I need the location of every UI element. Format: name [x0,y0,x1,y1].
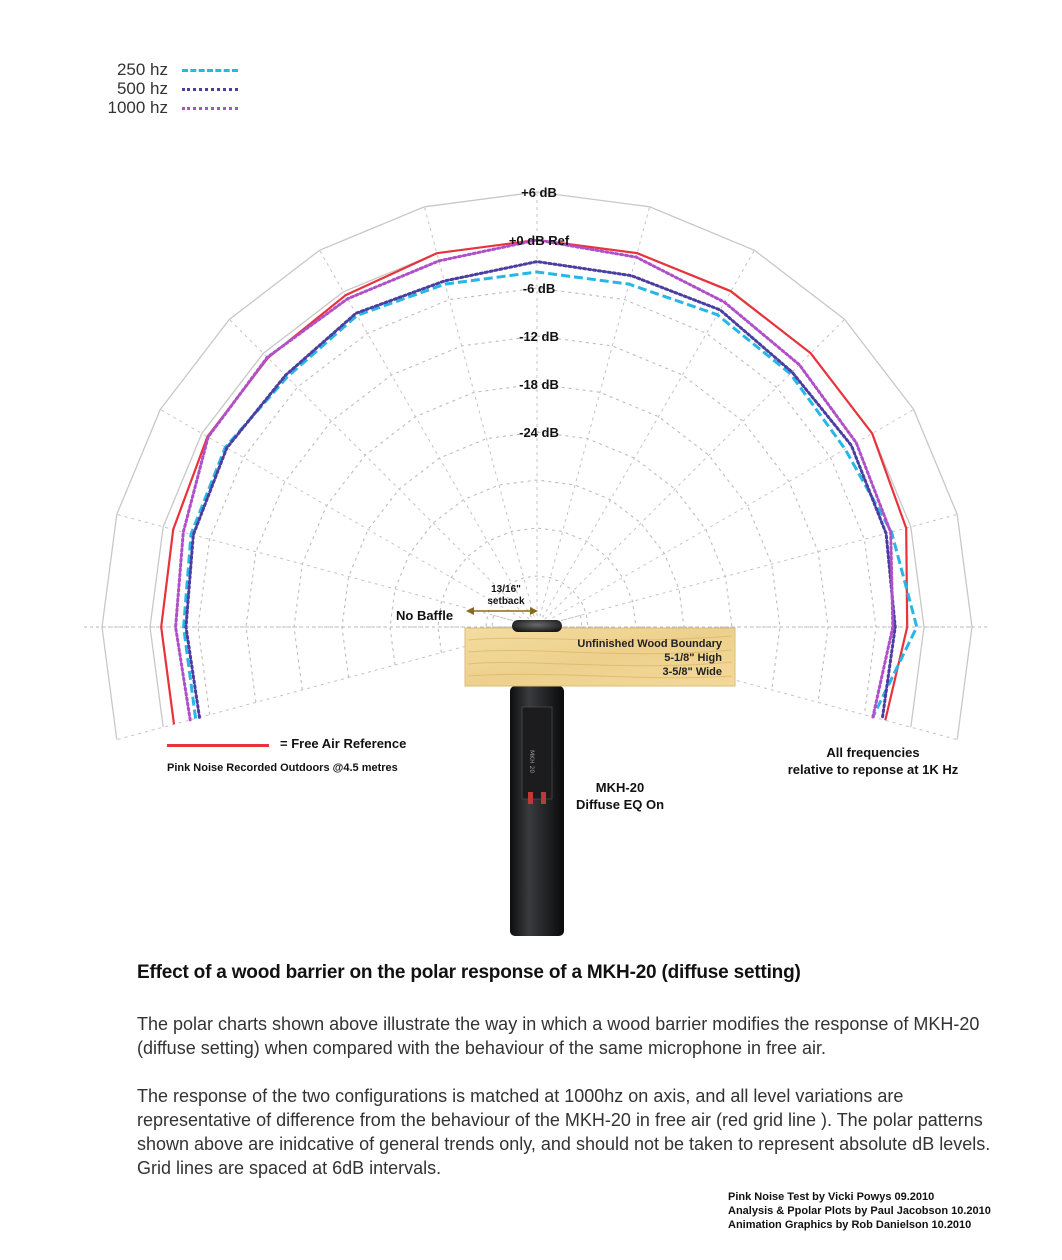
microphone-setting: Diffuse EQ On [575,797,665,812]
radial-tick-label: -12 dB [519,329,559,344]
relative-note-line2: relative to reponse at 1K Hz [787,762,959,777]
legend-item-500hz [96,79,246,98]
microphone-label [560,779,680,813]
article-paragraph-2: The response of the two configurations is matched at 1000hz on axis, and all level variations are representative of difference from the behaviour of the MKH-20 in free air (red grid line ). The polar patterns shown above are inidcative of general trends only, and should not be taken to represent absolute dB levels. Grid lines are spaced at 6dB intervals. [137,1086,991,1178]
svg-text:MKH 20: MKH 20 [528,750,535,774]
chart-legend [96,60,246,117]
grid-spoke [505,319,844,658]
boundary-label [540,637,722,679]
free-air-reference-swatch [167,744,269,747]
grid-spoke [494,514,958,638]
legend-item-250hz [96,60,246,79]
microphone-body [510,686,564,936]
no-baffle-label: No Baffle [396,608,454,623]
legend-label: 250 hz [116,60,168,79]
credit-line: Animation Graphics by Rob Danielson 10.2010 [728,1219,972,1231]
legend-swatch-500hz [182,88,238,91]
boundary-height: 5-1/8" High [664,652,722,664]
setback-arrow [466,607,538,615]
grid-spoke [515,250,755,666]
legend-label: 1000 hz [107,98,168,117]
article-heading: Effect of a wood barrier on the polar response of a MKH-20 (diffuse setting) [137,962,801,983]
free-air-reference-label: = Free Air Reference [280,736,407,751]
relative-note [760,744,986,778]
microphone-capsule [512,620,562,632]
boundary-title: Unfinished Wood Boundary [577,638,722,650]
article-paragraph-1: The polar charts shown above illustrate the way in which a wood barrier modifies the response of MKH-20 (diffuse setting) when compared with the behaviour of the same microphone in free air. [137,1014,980,1058]
credits [728,1190,991,1232]
legend-swatch-250hz [182,69,238,72]
radial-tick-label: -18 dB [519,377,559,392]
legend-item-1000hz [96,98,246,117]
credit-line: Analysis & Ppolar Plots by Paul Jacobson 10.2010 [728,1205,991,1217]
radial-tick-label: -24 dB [519,425,559,440]
pink-noise-note: Pink Noise Recorded Outdoors @4.5 metres [167,762,398,774]
radial-tick-label: +0 dB Ref [508,233,570,248]
legend-swatch-1000hz [182,107,238,110]
setback-text: setback [487,596,525,607]
radial-tick-label: +6 dB [521,185,557,200]
credit-line: Pink Noise Test by Vicki Powys 09.2010 [728,1191,935,1203]
setback-label [478,584,534,608]
setback-value: 13/16" [491,584,521,595]
grid-spoke [160,410,576,650]
relative-note-line1: All frequencies [826,745,920,760]
legend-label: 500 hz [116,79,168,98]
microphone-model: MKH-20 [595,780,645,795]
radial-tick-label: -6 dB [522,281,556,296]
radial-tick-labels [509,185,570,440]
boundary-width: 3-5/8" Wide [662,666,722,678]
